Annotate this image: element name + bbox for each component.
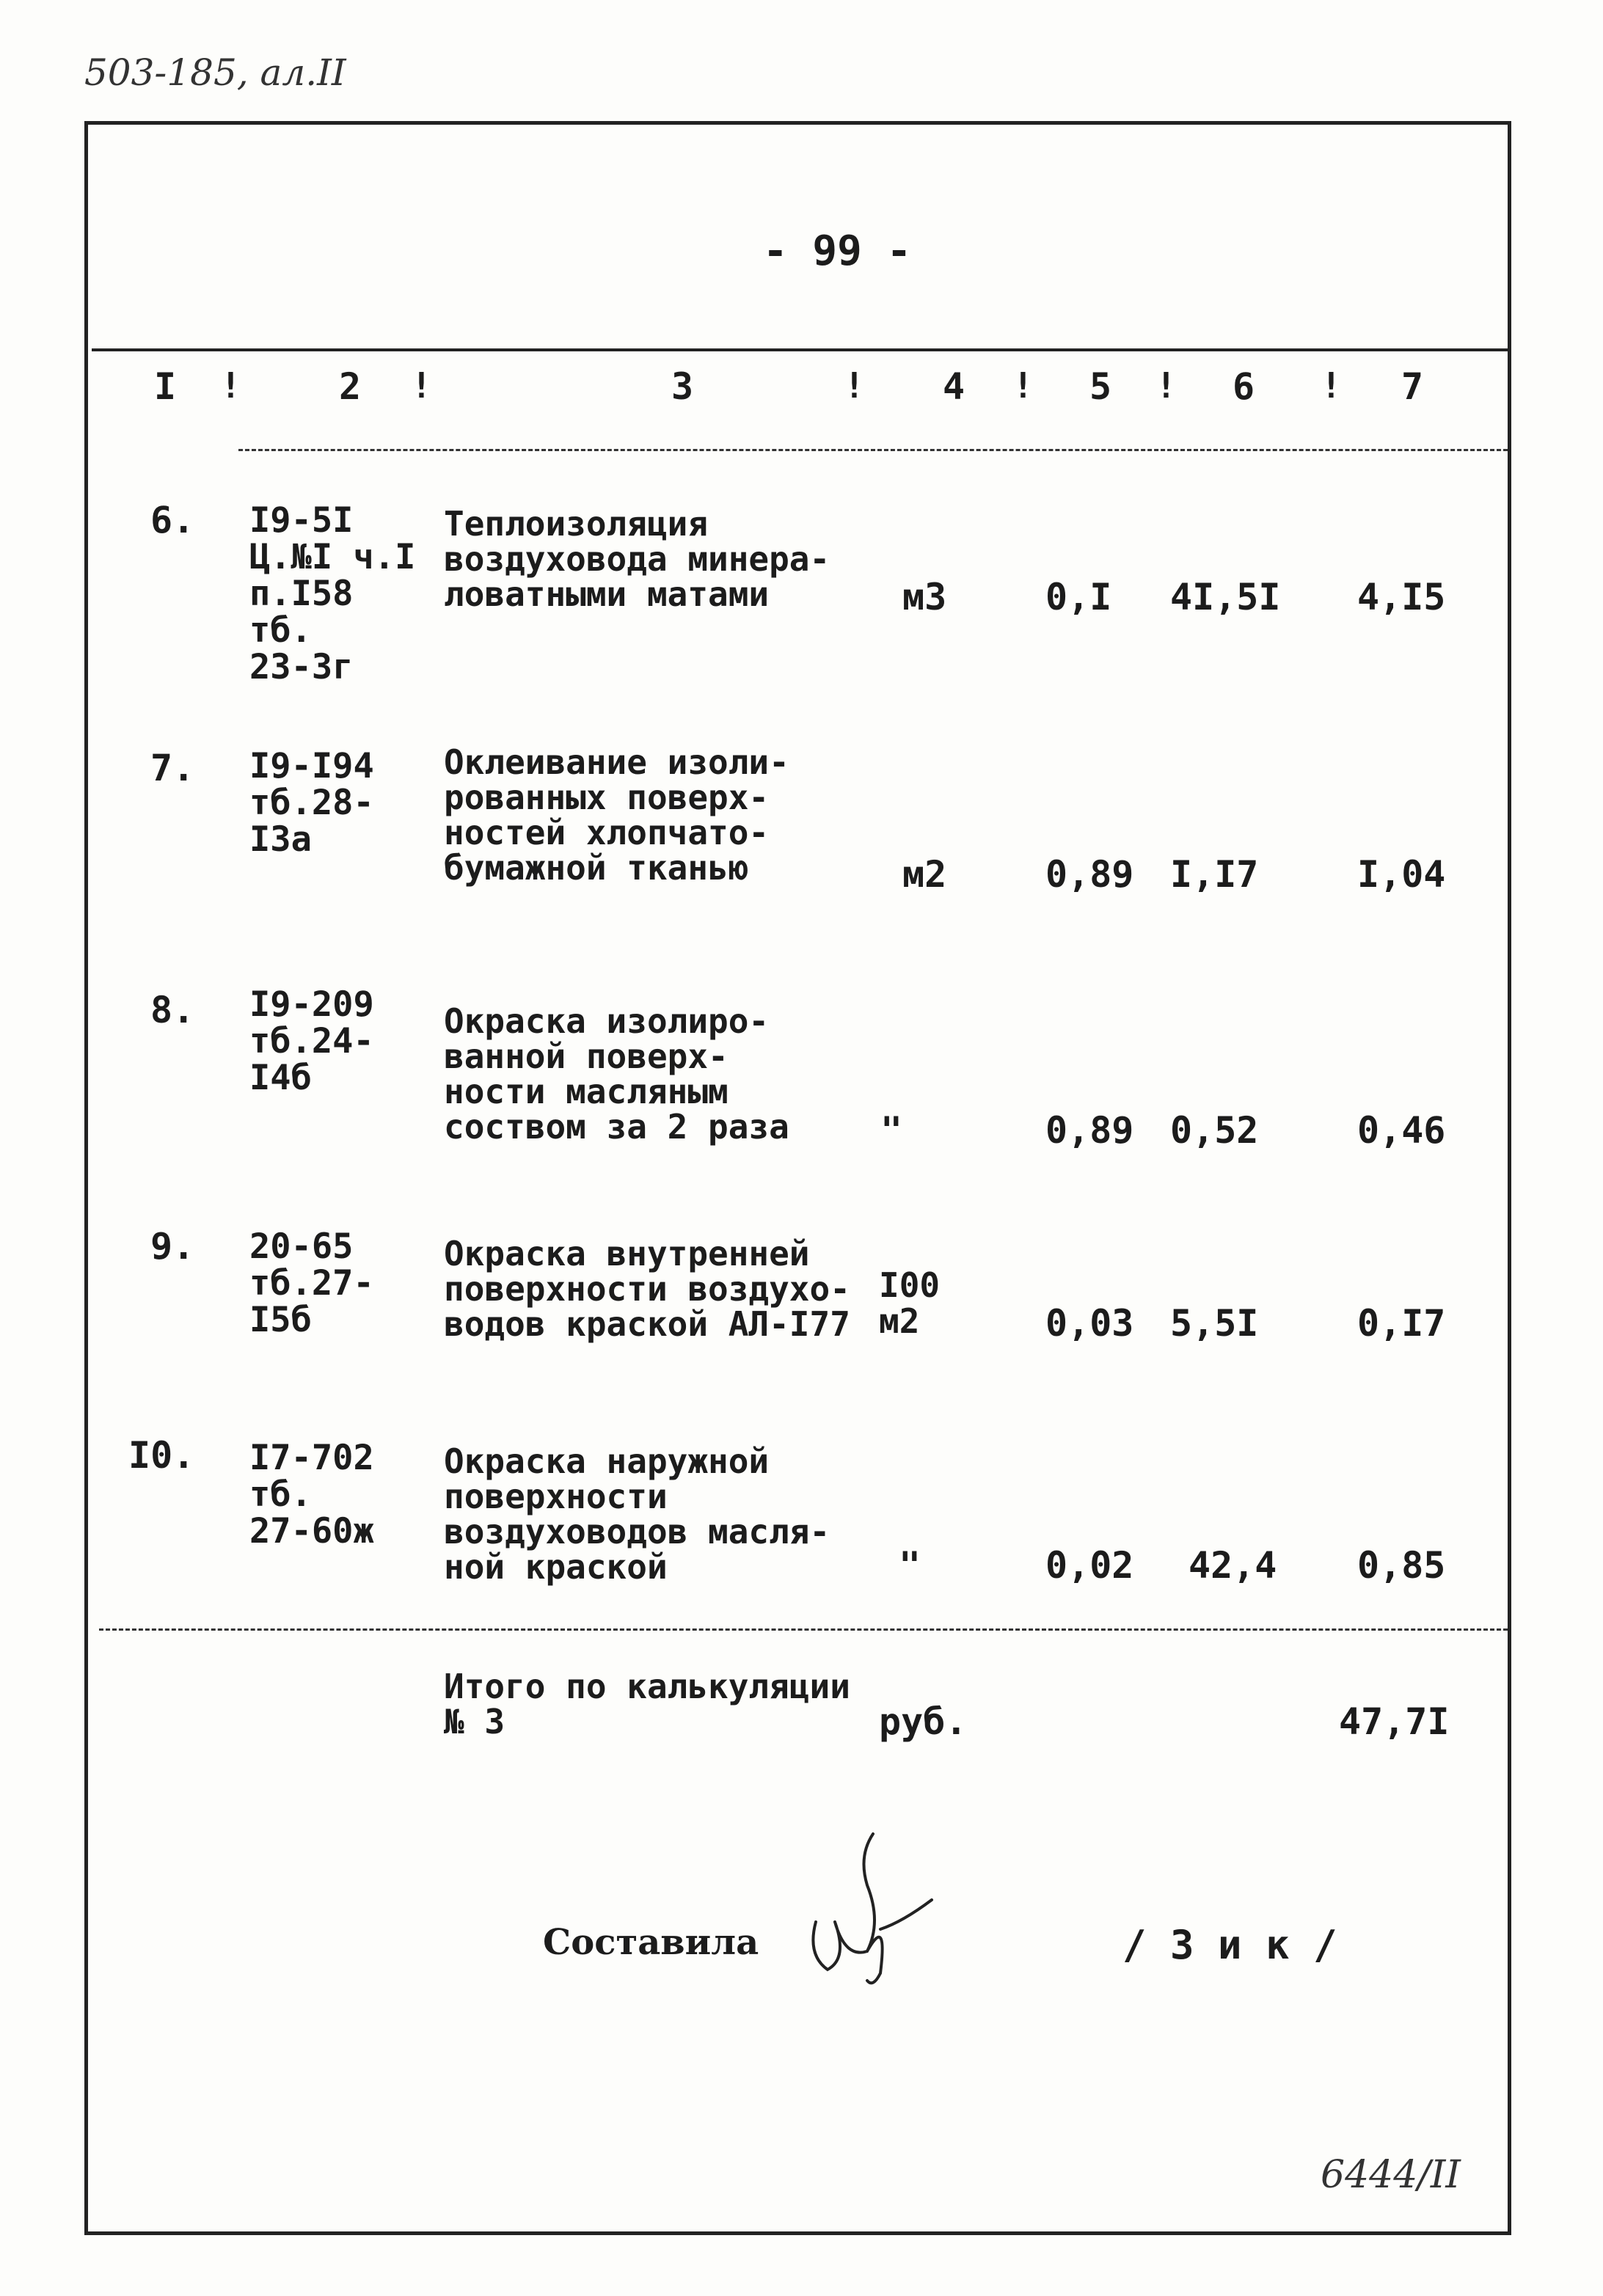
row-description: Окраска наружной поверхности воздуховодов масля- ной краской (444, 1441, 830, 1587)
row-quantity: 0,89 (1045, 1109, 1134, 1152)
row-quantity: 0,02 (1045, 1544, 1134, 1587)
row-number: 8. (150, 989, 195, 1031)
summary-rule (99, 1628, 1508, 1631)
row-number: 7. (150, 747, 195, 789)
col-header-7: 7 (1401, 365, 1424, 408)
row-price: 4I,5I (1170, 576, 1281, 618)
signer-name: / З и к / (1122, 1922, 1337, 1968)
row-code: I9-I94 тб.28- I3а (249, 746, 374, 860)
document-frame (84, 121, 1511, 2235)
col-separator: ! (844, 365, 865, 406)
row-price: 5,5I (1170, 1302, 1259, 1345)
row-code: I9-209 тб.24- I4б (249, 984, 374, 1098)
row-price: 42,4 (1188, 1544, 1277, 1587)
row-unit: м2 (902, 853, 947, 896)
summary-unit: руб. (879, 1700, 968, 1743)
row-total: 4,I5 (1357, 576, 1446, 618)
summary-label: Итого по калькуляции № 3 (444, 1667, 850, 1741)
row-quantity: 0,89 (1045, 853, 1134, 896)
col-header-5: 5 (1089, 365, 1112, 408)
row-quantity: 0,I (1045, 576, 1112, 618)
row-number: I0. (128, 1434, 195, 1477)
reference-note: 503-185, ал.II (84, 51, 346, 94)
row-description: Теплоизоляция воздуховода минера- ловатными матами (444, 504, 830, 614)
row-unit: I00 м2 (879, 1265, 941, 1341)
row-quantity: 0,03 (1045, 1302, 1134, 1345)
col-header-4: 4 (943, 365, 965, 408)
row-number: 6. (150, 499, 195, 541)
row-code: I7-702 тб. 27-60ж (249, 1438, 374, 1551)
row-total: 0,I7 (1357, 1302, 1446, 1345)
row-total: 0,85 (1357, 1544, 1446, 1587)
row-number: 9. (150, 1225, 195, 1268)
header-top-rule (92, 348, 1508, 351)
row-description: Окраска внутренней поверхности воздухо- водов краской АЛ-I77 (444, 1234, 850, 1344)
row-description: Оклеивание изоли- рованных поверх- ностей хлопчато- бумажной тканью (444, 742, 789, 888)
row-unit: м3 (902, 576, 947, 618)
row-code: 20-65 тб.27- I5б (249, 1226, 374, 1340)
page-number: - 99 - (763, 227, 912, 275)
summary-total: 47,7I (1339, 1700, 1450, 1743)
col-header-6: 6 (1233, 365, 1255, 408)
col-separator: ! (1012, 365, 1034, 406)
col-header-2: 2 (339, 365, 362, 408)
archive-number: 6444/II (1321, 2153, 1461, 2197)
col-separator: ! (220, 365, 241, 406)
row-total: 0,46 (1357, 1109, 1446, 1152)
col-separator: ! (1155, 365, 1177, 406)
handwritten-signature-icon (800, 1812, 939, 1988)
row-unit: " (899, 1544, 921, 1587)
row-code: I9-5I Ц.№I ч.I п.I58 тб. 23-3г (249, 500, 416, 687)
col-header-3: 3 (671, 365, 694, 408)
row-description: Окраска изолиро- ванной поверх- ности масляным соством за 2 раза (444, 1001, 789, 1147)
row-unit: " (880, 1109, 903, 1152)
header-bottom-rule (238, 449, 1508, 451)
row-total: I,04 (1357, 853, 1446, 896)
row-price: 0,52 (1170, 1109, 1259, 1152)
col-separator: ! (411, 365, 432, 406)
col-separator: ! (1321, 365, 1342, 406)
signature-label: Составила (543, 1922, 759, 1963)
col-header-1: I (154, 365, 177, 408)
row-price: I,I7 (1170, 853, 1259, 896)
